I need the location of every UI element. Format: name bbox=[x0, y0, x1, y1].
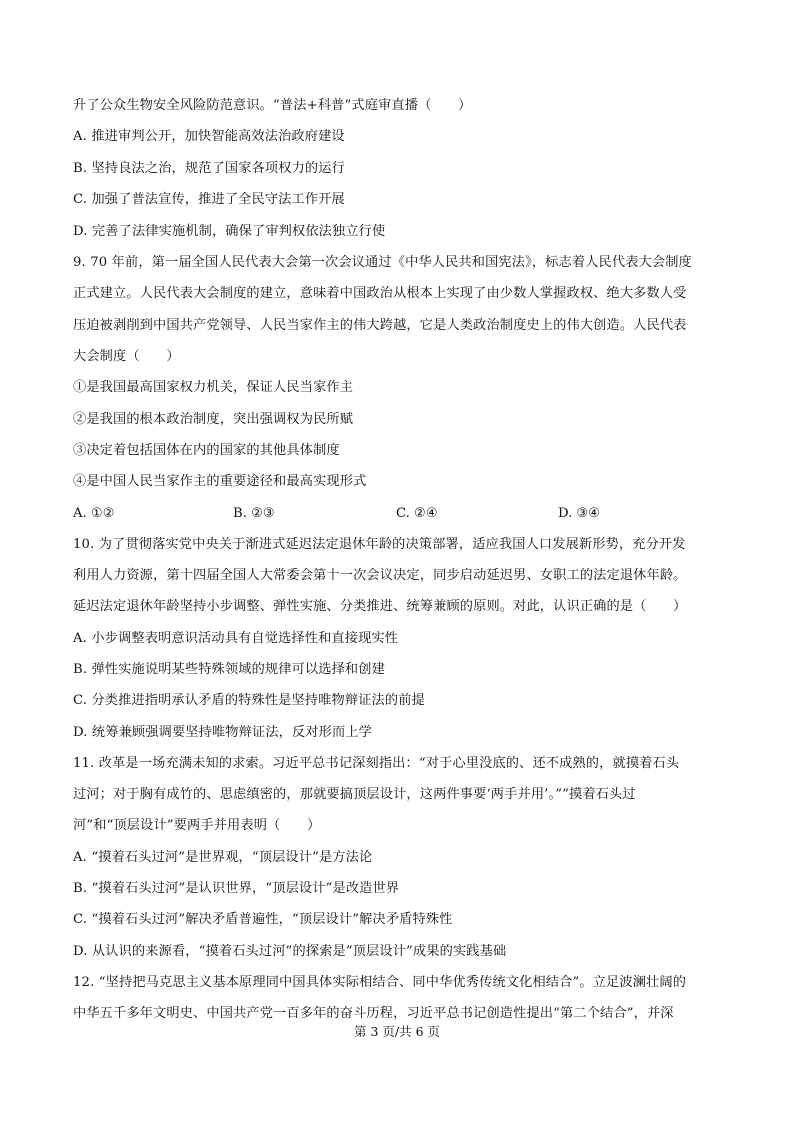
q10-stem-line: 利用人力资源，第十四届全国人大常委会第十一次会议决定，同步启动延迟男、女职工的法定退休年龄。 bbox=[73, 568, 687, 583]
q10-option-b: B. 弹性实施说明某些特殊领域的规律可以选择和创建 bbox=[73, 662, 385, 677]
q11-option-a: A. “摸着石头过河”是世界观，“顶层设计”是方法论 bbox=[73, 850, 373, 865]
q11-stem-line: 河”和“顶层设计”要两手并用表明（ ） bbox=[73, 818, 321, 833]
q11-stem-line: 11. 改革是一场充满未知的求索。习近平总书记深刻指出：“对于心里没底的、还不成熟的，就摸着石头 bbox=[73, 756, 680, 771]
q9-statement-4: ④是中国人民当家作主的重要途径和最高实现形式 bbox=[73, 474, 367, 489]
q12-stem-line: 12. “坚持把马克思主义基本原理同中国具体实际相结合、同中华优秀传统文化相结合”。立足波澜壮阔的 bbox=[73, 975, 687, 990]
q12-stem-line: 中华五千多年文明史、中国共产党一百多年的奋斗历程，习近平总书记创造性提出“第二个结合”，并深 bbox=[73, 1006, 674, 1021]
q9-statement-1: ①是我国最高国家权力机关，保证人民当家作主 bbox=[73, 380, 354, 395]
q10-option-d: D. 统筹兼顾强调要坚持唯物辩证法，反对形而上学 bbox=[73, 725, 373, 740]
q9-option-b: B. ②③ bbox=[233, 506, 275, 521]
q9-statement-3: ③决定着包括国体在内的国家的其他具体制度 bbox=[73, 443, 340, 458]
q10-stem-line: 延迟法定退休年龄坚持小步调整、弹性实施、分类推进、统筹兼顾的原则。对此，认识正确的是（ ） bbox=[73, 599, 687, 614]
page-footer: 第 3 页/共 6 页 bbox=[353, 1024, 440, 1039]
q11-stem-line: 过河；对于胸有成竹的、思虑缜密的，那就要搞顶层设计，这两件事要‘两手并用’。”“摸着石头过 bbox=[73, 787, 636, 802]
q9-option-d: D. ③④ bbox=[558, 506, 601, 521]
q9-stem-line: 9. 70 年前，第一届全国人民代表大会第一次会议通过《中华人民共和国宪法》，标志着人民代表大会制度 bbox=[73, 255, 692, 270]
q9-stem-line: 压迫被剥削到中国共产党领导、人民当家作主的伟大跨越，它是人类政治制度史上的伟大创造。人民代表 bbox=[73, 318, 687, 333]
q8-stem-tail: 升了公众生物安全风险防范意识。“普法+科普”式庭审直播（ ） bbox=[73, 98, 472, 113]
q10-stem-line: 10. 为了贯彻落实党中央关于渐进式延迟法定退休年龄的决策部署，适应我国人口发展新形势，充分开发 bbox=[73, 537, 686, 552]
q8-option-b: B. 坚持良法之治，规范了国家各项权力的运行 bbox=[73, 161, 345, 176]
q11-option-d: D. 从认识的来源看，“摸着石头过河”的探索是“顶层设计”成果的实践基础 bbox=[73, 944, 507, 959]
q10-option-a: A. 小步调整表明意识活动具有自觉选择性和直接现实性 bbox=[73, 631, 399, 646]
q8-option-c: C. 加强了普法宣传，推进了全民守法工作开展 bbox=[73, 192, 345, 207]
q8-option-d: D. 完善了法律实施机制，确保了审判权依法独立行使 bbox=[73, 224, 386, 239]
q9-option-c: C. ②④ bbox=[396, 506, 438, 521]
q9-stem-line: 大会制度（ ） bbox=[73, 349, 180, 364]
q9-stem-line: 正式建立。人民代表大会制度的建立，意味着中国政治从根本上实现了由少数人掌握政权、绝大多数人受 bbox=[73, 286, 687, 301]
q9-statement-2: ②是我国的根本政治制度，突出强调权为民所赋 bbox=[73, 412, 354, 427]
q10-option-c: C. 分类推进指明承认矛盾的特殊性是坚持唯物辩证法的前提 bbox=[73, 693, 425, 708]
q11-option-c: C. “摸着石头过河”解决矛盾普遍性，“顶层设计”解决矛盾特殊性 bbox=[73, 912, 453, 927]
q9-option-a: A. ①② bbox=[73, 506, 115, 521]
q11-option-b: B. “摸着石头过河”是认识世界，“顶层设计”是改造世界 bbox=[73, 881, 400, 896]
q8-option-a: A. 推进审判公开，加快智能高效法治政府建设 bbox=[73, 129, 345, 144]
